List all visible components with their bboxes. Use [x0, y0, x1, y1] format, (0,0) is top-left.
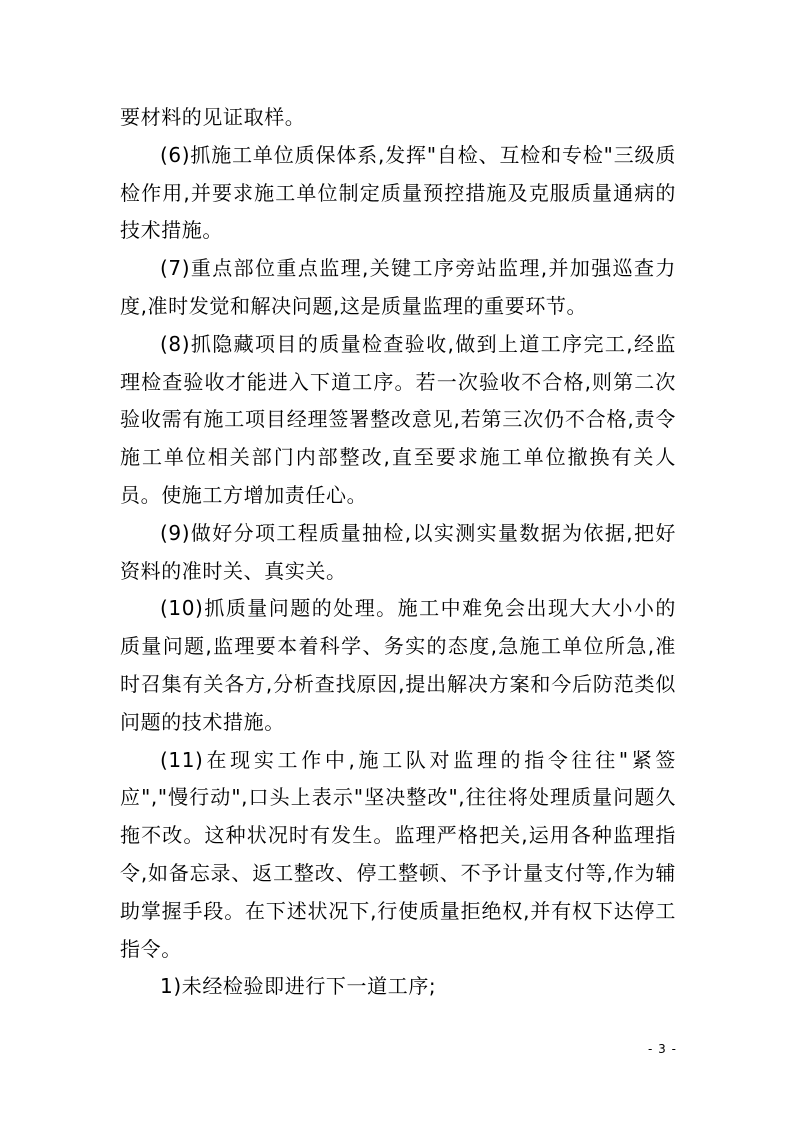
paragraph-item-8: (8)抓隐藏项目的质量检查验收,做到上道工序完工,经监理检查验收才能进入下道工序。若一次验收不合格,则第二次验收需有施工项目经理签署整改意见,若第三次仍不合格,责令施工单位相关部门内部整改,直至要求施工单位撤换有关人员。使施工方增加责任心。	[120, 331, 676, 507]
paragraph-item-7: (7)重点部位重点监理,关键工序旁站监理,并加强巡查力度,准时发觉和解决问题,这是质量监理的重要环节。	[120, 256, 676, 318]
paragraph-sample-witness: 要材料的见证取样。	[120, 105, 306, 129]
paragraph-item-11: (11)在现实工作中,施工队对监理的指令往往"紧签应","慢行动",口头上表示"坚决整改",往往将处理质量问题久拖不改。这种状况时有发生。监理严格把关,运用各种监理指令,如备忘录、返工整改、停工整顿、不予计量支付等,作为辅助掌握手段。在下述状况下,行使质量拒绝权,并有权下达停工指令。	[120, 747, 676, 961]
paragraph-subitem-1: 1)未经检验即进行下一道工序;	[160, 974, 437, 999]
paragraph-item-10: (10)抓质量问题的处理。施工中难免会出现大大小小的质量问题,监理要本着科学、务实的态度,急施工单位所急,准时召集有关各方,分析查找原因,提出解决方案和今后防范类似问题的技术措施。	[120, 596, 676, 734]
page-number: - 3 -	[648, 1042, 677, 1056]
body-text	[120, 99, 676, 1006]
paragraph-item-9: (9)做好分项工程质量抽检,以实测实量数据为依据,把好资料的准时关、真实关。	[120, 520, 676, 583]
paragraph-item-6: (6)抓施工单位质保体系,发挥"自检、互检和专检"三级质检作用,并要求施工单位制定质量预控措施及克服质量通病的技术措施。	[120, 142, 676, 243]
